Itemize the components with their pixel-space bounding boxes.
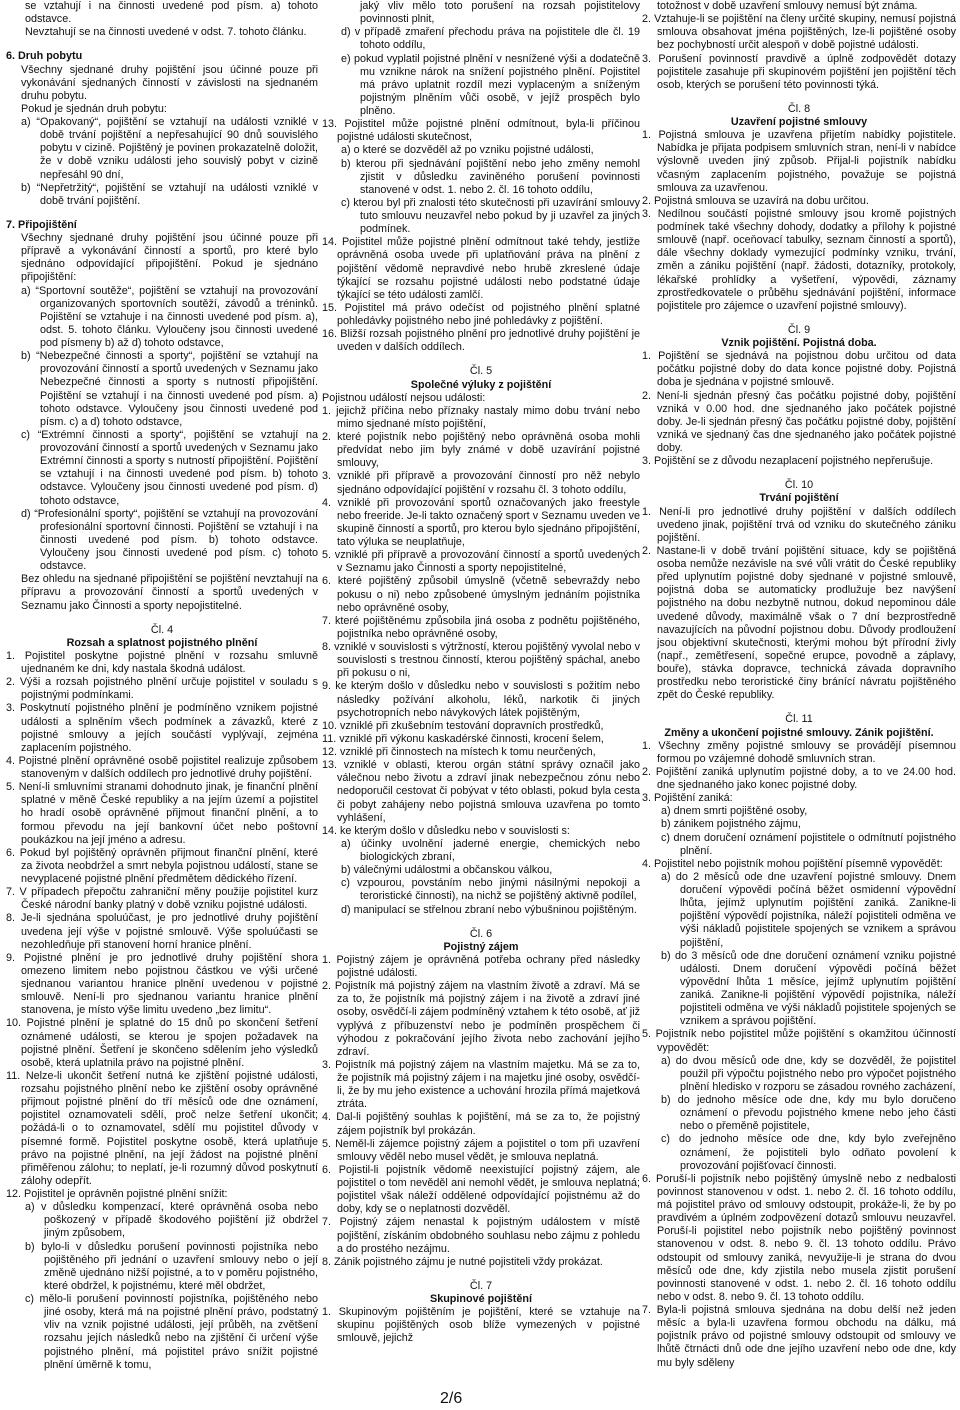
- paragraph: Všechny sjednané druhy pojištění jsou účinné pouze při přípravě a vykonávání činností a sportů, pro které bylo sjednáno odpovídající připojištění. Pokud je sjednáno připojištění:: [21, 232, 318, 284]
- list-item: 3. Poskytnutí pojistného plnění je podmíněno vznikem pojistné události a splněním všech podmínek a závazků, které z pojistné smlouvy a jejích součástí vyplývají, zejména zaplacením pojistného.: [6, 702, 318, 754]
- list-item: a) o které se dozvěděl až po vzniku pojistné události,: [341, 144, 594, 157]
- list-item: 1. Pojistná smlouva je uzavřena přijetím nabídky pojistitele. Nabídka je přijata podpisem smluvních stran, není-li v nabídce výslovně uveden jiný způsob. Přijal-li pojistník nabídku včasným zaplacením pojistného, považuje se pojistná smlouva za uzavřenou.: [642, 129, 956, 194]
- list-item: 7. které pojištěnému způsobila jiná osoba z podnětu pojištěného, pojistníka nebo oprávněné osoby,: [322, 614, 640, 640]
- list-item: 2. Není-li sjednán přesný čas počátku pojistné doby, pojištění vzniká v 0.00 hod. dne sjednaného jako počátek pojistné doby. Je-li sjednán přesný čas počátku pojistné doby, pojištění vzniká ve sjednaný čas dne sjednaného jako počátek pojistné doby.: [642, 389, 956, 454]
- list-item: c) dnem doručení oznámení pojistitele o odmítnutí pojistného plnění.: [661, 831, 956, 857]
- article-title: Uzavření pojistné smlouvy: [730, 116, 868, 128]
- list-item: b) “Nepřetržitý“, pojištění se vztahují na události vzniklé v době trvání pojištění.: [21, 181, 318, 207]
- article-number: Čl. 8: [787, 102, 811, 115]
- list-item: 8. Zánik pojistného zájmu je nutné pojistiteli vždy prokázat.: [322, 1255, 603, 1268]
- list-item: 3. Pojištění zaniká:: [642, 792, 733, 805]
- list-item: 6. Pokud byl pojištěný oprávněn přijmout finanční plnění, které za života neobdržel a smrt nebyla pojistnou událostí, stane se nevyplacené pojistné plnění předmětem dědického řízení.: [6, 846, 318, 885]
- list-item: 14. ke kterým došlo v důsledku nebo v souvislosti s:: [322, 824, 570, 837]
- list-item: a) do 2 měsíců ode dne uzavření pojistné smlouvy. Dnem doručení výpovědi počíná běžet osmidenní výpovědní lhůta, jejímž uplynutím pojištění zaniká. Zanikne-li pojištění výpovědí pojistníka, náleží pojistiteli odměna ve výši nákladů pojistitele spojených se vznikem a správou pojištění,: [661, 870, 956, 949]
- list-item: c) vzpourou, povstáním nebo jinými násilnými nepokoji a teroristické činnosti), na nichž se pojištěný aktivně podílel,: [341, 877, 640, 903]
- article-9-list: [642, 350, 956, 468]
- paragraph: Pojistnou událostí nejsou události:: [322, 391, 486, 404]
- list-item: 4. Pojistné plnění oprávněné osobě pojistitel realizuje způsobem stanoveným v dalších oddílech pro jednotlivé druhy pojištění.: [6, 754, 318, 780]
- paragraph: Bez ohledu na sjednané připojištění se pojištění nevztahují na přípravu a provozování činností a sportů uvedených v Seznamu jako Činnosti a sporty nepojistitelné.: [21, 573, 318, 612]
- text-line: jaký vliv mělo toto porušení na rozsah pojistitelovy povinnosti plnit,: [360, 0, 640, 26]
- article-title: Změny a ukončení pojistné smlouvy. Zánik pojištění.: [664, 726, 934, 739]
- article-number: Čl. 7: [469, 1279, 493, 1292]
- list-item: 16. Bližší rozsah pojistného plnění pro jednotlivé druhy pojištění je uveden v dalších oddílech.: [322, 328, 640, 354]
- list-item: 5. Neměl-li zájemce pojistný zájem a pojistitel o tom při uzavření smlouvy věděl nebo musel vědět, je smlouva neplatná.: [322, 1137, 640, 1163]
- list-item: d) “Profesionální sporty“, pojištění se vztahují na provozování profesionální sportovní činnosti. Pojištění se vztahují i na činnosti uvedené pod písm. b) tohoto odstavce. Vyloučeny jsou činnosti uvedené pod písm. c) tohoto odstavce.: [21, 507, 318, 573]
- list-item: b) bylo-li v důsledku porušení povinnosti pojistníka nebo pojištěného při jednání o uzavření smlouvy nebo o její změně ujednáno nižší pojistné, a to v poměru pojistného, které obdržel, k pojistnému, které měl obdržet,: [25, 1240, 318, 1292]
- list-item: d) v případě zmaření přechodu práva na pojistitele dle čl. 19 tohoto oddílu,: [341, 26, 640, 52]
- article-title: Trvání pojištění: [759, 492, 839, 505]
- list-item: 4. vzniklé při provozování sportů označovaných jako freestyle nebo freeride. Je-li takto označený sport v Seznamu uveden ve skupině činností a sportů, pro kterou bylo sjednáno připojištění, tato výluka se neuplatňuje,: [322, 496, 640, 548]
- text-line: Nevztahují se na činnosti uvedené v odst. 7. tohoto článku.: [25, 26, 307, 39]
- list-item: a) “Opakovaný“, pojištění se vztahují na události vzniklé v době trvání pojištění a nepřesahující 90 dnů souvislého pobytu v cizině. Pojištěný je povinen prokazatelně doložit, že v době vzniku události jeho souvislý pobyt v cizině nepřesáhl 90 dní,: [21, 116, 318, 181]
- article-number: Čl. 6: [469, 927, 493, 940]
- list-item: 7. V případech přepočtu zahraniční měny použije pojistitel kurz České národní banky platný v době vzniku pojistné události.: [6, 886, 318, 912]
- list-item: 7. Byla-li pojistná smlouva sjednána na dobu delší než jeden měsíc a byla-li uzavřena formou obchodu na dálku, má pojistník právo od pojistné smlouvy odstoupit od smlouvy ve lhůtě čtrnácti dnů ode dne jejího uzavření nebo ode dne, kdy mu byly sděleny: [642, 1304, 956, 1369]
- article-8-list: [642, 129, 956, 313]
- list-item: 1. Pojistitel poskytne pojistné plnění v rozsahu smluvně ujednaném ke dni, kdy nastala škodná událost.: [6, 649, 318, 675]
- list-item: 5. Není-li smluvními stranami dohodnuto jinak, je finanční plnění splatné v měně České republiky a na jejím území a pojistitel ho hradí osobě oprávněné přijmout finanční plnění, a to formou převodu na její bankovní účet nebo poštovní poukázkou na její jméno a adresu.: [6, 781, 318, 846]
- article-title: Společné výluky z pojištění: [410, 378, 552, 391]
- list-item: b) kterou při sjednávání pojištění nebo jeho změny nemohl zjistit v důsledku zaviněného porušení povinnosti stanovené v odst. 1. nebo 2. čl. 16 tohoto oddílu,: [341, 157, 640, 196]
- list-item: c) do jednoho měsíce ode dne, kdy bylo zveřejněno oznámení, že pojistiteli bylo odňato povolení k provozování pojišťovací činnosti.: [661, 1133, 956, 1172]
- paragraph: Všechny sjednané druhy pojištění jsou účinné pouze při vykonávání sjednaných činností v závislosti na sjednaném druhu pobytu.: [21, 63, 318, 102]
- paragraph: Pokud je sjednán druh pobytu:: [21, 102, 167, 115]
- list-item: 6. Poruší-li pojistník nebo pojištěný úmyslně nebo z nedbalosti povinnost stanovenou v odst. 1. nebo 2. čl. 16 tohoto oddílu, má pojistitel právo od smlouvy odstoupit, prokáže-li, že by po pravdivém a úplném zodpovězení dotazů smlouvu neuzavřel. Poruší-li pojistitel nebo pojistník nebo pojištěný povinnost stanovenou v odst. 8. nebo 9. čl. 13 tohoto oddílu. Právo odstoupit od smlouvy zaniká, nevyužije-li je strana do dvou měsíců ode dne, kdy zjistila nebo musela zjistit porušení povinnosti stanovené v odst. 1. nebo 2. čl. 16 tohoto oddílu nebo v odst. 8. nebo 9. čl. 13 tohoto oddílu.: [642, 1172, 956, 1303]
- list-item: a) “Sportovní soutěže“, pojištění se vztahují na provozování organizovaných sportovních soutěží, závodů a tréninků. Pojištění se vztahuje i na činnosti uvedené pod písm. a), odst. 5. tohoto článku. Vyloučeny jsou činnosti uvedené pod písmeny b) až d) tohoto odstavce,: [21, 284, 318, 349]
- list-item: 6. Pojistil-li pojistník vědomě neexistující pojistný zájem, ale pojistitel o tom nevěděl ani nemohl vědět, je smlouva neplatná; pojistitel však náleží oddělené odpovídající pojistnému až do doby, kdy se o neplatnosti dozvěděl.: [322, 1163, 640, 1216]
- list-item: 11. vzniklé při výkonu kaskadérské činnosti, krocení šelem,: [322, 732, 604, 745]
- list-item: 13. vzniklé v oblasti, kterou orgán státní správy označil jako válečnou nebo životu a zdraví jinak nebezpečnou zónu nebo nedoporučil cestovat či pobývat v této oblasti, pokud byla cesta či pobyt zahájeny nebo pojistná smlouva uzavřena po tomto vyhlášení,: [322, 759, 640, 824]
- list-item: 12. Pojistitel je oprávněn pojistné plnění snížit:: [6, 1188, 228, 1200]
- list-item: 1. Není-li pro jednotlivé druhy pojištění v dalších oddílech uvedeno jinak, pojištění trvá od vzniku do skutečného zániku pojištění.: [642, 505, 956, 544]
- article-11-list: [642, 740, 956, 806]
- list-item: c) “Extrémní činnosti a sporty“, pojištění se vztahují na provozování činností a sportů uvedených v Seznamu jako Extrémní činnosti a sporty s nutností připojištění. Pojištění se vztahují i na činnosti uvedené pod písm. b) tohoto odstavce. Vyloučeny jsou činnosti uvedené pod písm. d) tohoto odstavce,: [21, 428, 318, 507]
- article-4-list: [6, 650, 318, 1201]
- list-item: a) do dvou měsíců ode dne, kdy se dozvěděl, že pojistitel použil při výpočtu pojistného nebo pro výpočet pojistného plnění hledisko v rozporu se zásadou rovného zacházení,: [661, 1054, 956, 1093]
- list-item: b) “Nebezpečné činnosti a sporty“, pojištění se vztahují na provozování činností a sportů uvedených v Seznamu jako Nebezpečné činnosti a sporty s nutností připojištění. Pojištění se vztahují i na činnosti uvedené pod písm. a) tohoto odstavce. Vyloučeny jsou činnosti uvedené pod písm. c) a d) tohoto odstavce,: [21, 350, 318, 428]
- article-title: Rozsah a splatnost pojistného plnění: [66, 636, 258, 649]
- list-item: 1. Pojistný zájem je oprávněná potřeba ochrany před následky pojistné události.: [322, 953, 640, 979]
- list-item: 2. Výši a rozsah pojistného plnění určuje pojistitel v souladu s pojistnými podmínkami.: [6, 676, 318, 702]
- list-item: 1. Pojištění se sjednává na pojistnou dobu určitou od data počátku pojistné doby do data konce pojistné doby. Pojistná doba je sjednána v pojistné smlouvě.: [642, 350, 956, 389]
- list-item: 3. Nedílnou součástí pojistné smlouvy jsou kromě pojistných podmínek také všechny dohody, dodatky a přílohy k pojistné smlouvě (např. oceňovací tabulky, seznam činností a sportů), dále všechny doklady vymezující podmínky vzniku, trvání, změn a zániku pojištění (např. žádosti, dotazníky, protokoly, lékařské prohlídky a vyšetření, výpovědi, záznamy zprostředkovatele o průběhu sjednávání pojištění, informace pojistitele pro zájemce o uzavření pojistné smlouvy).: [642, 207, 956, 312]
- list-item: 7. Pojistný zájem nenastal k pojistným událostem v místě pojištění, získáním obdobného souhlasu nebo zájmu z pohledu a do prostého nezájmu.: [322, 1216, 640, 1255]
- article-number: Čl. 5: [469, 365, 493, 378]
- list-item: 8. Je-li sjednána spoluúčast, je pro jednotlivé druhy pojištění uvedena její výše v pojistné smlouvě. Výše spoluúčasti se nezohledňuje při stanovení horní hranice plnění.: [6, 912, 318, 951]
- text-line: se vztahují i na činnosti uvedené pod písm. a) tohoto odstavce.: [25, 0, 318, 26]
- list-item: 5. Pojistník nebo pojistitel může pojištění s okamžitou účinností vypovědět:: [642, 1028, 956, 1054]
- section-heading: 7. Připojištění: [6, 218, 77, 231]
- list-item: 1. jejichž příčina nebo příznaky nastaly mimo dobu trvání nebo mimo sjednané místo pojištění,: [322, 404, 640, 430]
- article-number: Čl. 11: [785, 713, 813, 726]
- list-item: e) pokud vyplatil pojistné plnění v nesnížené výši a dodatečně mu vznikne nárok na snížení pojistného plnění. Pojistitel má právo uplatnit rozdíl mezi vyplaceným a sníženým pojistným plněním vůči osobě, v jejíž prospěch bylo plněno.: [341, 52, 640, 117]
- list-item: 9. Pojistné plnění je pro jednotlivé druhy pojištění shora omezeno limitem nebo pojistnou částkou ve výši určené sjednanou variantou hranice plnění uvedenou v pojistné smlouvě. Není-li pro sjednanou variantu hranice plnění stanovena, je místo výše limitu uvedeno „bez limitu“.: [6, 951, 318, 1017]
- list-item: 2. Vztahuje-li se pojištění na členy určité skupiny, nemusí pojistná smlouva obsahovat jména pojištěných, lze-li pojištěné osoby bez pochybností určit alespoň v době pojistné události.: [642, 13, 956, 52]
- list-item: 13. Pojistitel může pojistné plnění odmítnout, byla-li příčinou pojistné události skutečnost,: [322, 118, 640, 144]
- article-number: Čl. 9: [787, 323, 811, 336]
- list-item: 8. vzniklé v souvislosti s výtržností, kterou pojištěný vyvolal nebo v souvislosti s trestnou činností, kterou pojištěný spáchal, anebo při pokusu o ni,: [322, 641, 640, 680]
- list-item: 2. Pojištění zaniká uplynutím pojistné doby, a to ve 24.00 hod. dne sjednaného jako konec pojistné doby.: [642, 765, 956, 791]
- list-item: b) do jednoho měsíce ode dne, kdy mu bylo doručeno oznámení o převodu pojistného kmene nebo jeho části nebo o přeměně pojistitele,: [661, 1094, 956, 1133]
- list-item: 2. Pojistník má pojistný zájem na vlastním životě a zdraví. Má se za to, že pojistník má pojistný zájem i na životě a zdraví jiné osoby, osvědčí-li zájem podmíněný vztahem k této osobě, ať již vyplývá z příbuzenství nebo je podmíněn prospěchem či výhodou z pokračování jejího života nebo zachování jejího zdraví.: [322, 980, 640, 1058]
- column-2: [322, 0, 640, 1346]
- list-item: 1. Skupinovým pojištěním je pojištění, které se vztahuje na skupinu pojištěných osob blíže vymezených v pojistné smlouvě, jejichž: [322, 1306, 640, 1345]
- article-title: Skupinové pojištění: [430, 1293, 532, 1305]
- article-title: Pojistný zájem: [443, 940, 519, 953]
- article-title: Vznik pojištění. Pojistná doba.: [721, 337, 877, 349]
- list-item: c) kterou byl při znalosti této skutečnosti při uzavírání smlouvy tuto smlouvu neuzavřel nebo pokud by ji uzavřel za jiných podmínek.: [341, 196, 640, 236]
- list-item: 4. Pojistitel nebo pojistník mohou pojištění písemně vypovědět:: [642, 857, 943, 870]
- list-item: 11. Nelze-li ukončit šetření nutná ke zjištění pojistné události, rozsahu pojistného plnění nebo ke zjištění osoby oprávněné přijmout pojistné plnění do tří měsíců ode dne oznámení, pojistitel oznamovateli sdělí, proč nelze šetření ukončit; požádá-li o to oznamovatel, sdělí mu pojistitel důvody v písemné formě. Pojistitel poskytne osobě, která uplatňuje právo na pojistné plnění, na její žádost na pojistné plnění přiměřenou zálohu; to neplatí, je-li rozumný důvod poskytnutí zálohy odepřít.: [6, 1069, 318, 1187]
- list-item: a) účinky uvolnění jaderné energie, chemických nebo biologických zbraní,: [341, 837, 640, 863]
- list-item: 3. Pojistník má pojistný zájem na vlastním majetku. Má se za to, že pojistník má pojistný zájem i na majetku jiné osoby, osvědčí-li, že by mu jeho existence a uchování hrozila přímá majetková ztráta.: [322, 1058, 640, 1111]
- list-item: 2. Nastane-li v době trvání pojištění situace, kdy se pojištěná osoba nemůže nezávisle na své vůli vrátit do České republiky před uplynutím pojistné doby sjednané v pojistné smlouvě, pojistná doba se automaticky prodlužuje bez navýšení pojistného na dobu nezbytně nutnou, dokud nepominou dále uvedené důvody, maximálně však o 7 dní bezprostředně navazujících na původní pojistnou dobu. Důvody prodloužení jsou objektivní skutečnosti, kterými mohou být přírodní živly (např., zemětřesení, sopečné erupce, povodně a záplavy, bouře), stávka dopravce, technická závada dopravního prostředku nebo teroristické činy bránící návratu pojištěného zpět do České republiky.: [642, 544, 956, 702]
- column-1: [6, 0, 318, 1372]
- list-item: 9. ke kterým došlo v důsledku nebo v souvislosti s požitím nebo následky požívání alkoholu, léků, narkotik či jiných psychotropních nebo návykových látek pojištěným,: [322, 680, 640, 719]
- list-item: 3. Porušení povinností pravdivě a úplně zodpovědět dotazy pojistitele zasahuje při skupinovém pojištění jen pojištění těch osob, kterých se porušení této povinnosti týká.: [642, 52, 956, 91]
- list-item: 14. Pojistitel může pojistné plnění odmítnout také tehdy, jestliže oprávněná osoba uvede při uplatňování práva na plnění z pojištění vědomě nepravdivé nebo hrubě zkreslené údaje týkající se rozsahu pojistné události nebo podstatné údaje týkající se této události zamlčí.: [322, 236, 640, 301]
- article-7-list: [322, 1306, 640, 1345]
- article-number: Čl. 4: [150, 623, 174, 636]
- text-line: totožnost v době uzavření smlouvy nemusí být známa.: [657, 0, 918, 12]
- list-item: 12. vzniklé při činnostech na místech k tomu neurčených,: [322, 746, 596, 758]
- list-item: 1. Všechny změny pojistné smlouvy se provádějí písemnou formou po vzájemné dohodě smluvních stran.: [642, 739, 956, 765]
- list-item: b) válečnými událostmi a občanskou válkou,: [341, 864, 553, 877]
- article-6-list: [322, 954, 640, 1269]
- column-3: [642, 0, 956, 1370]
- list-item: 5. vzniklé při přípravě a provozování činností a sportů uvedených v Seznamu jako Činnosti a sporty nepojistitelné,: [322, 549, 640, 575]
- list-item: d) manipulací se střelnou zbraní nebo výbušninou pojištěným.: [341, 903, 637, 916]
- list-item: 6. které pojištěný způsobil úmyslně (včetně sebevraždy nebo pokusu o ni) nebo způsobené úmyslným jednáním pojistníka nebo oprávněné osoby,: [322, 575, 640, 614]
- list-item: 10. vzniklé při zkušebním testování dopravních prostředků,: [322, 719, 604, 732]
- list-item: 2. které pojistník nebo pojištěný nebo oprávněná osoba mohli předvídat nebo jim byly známé v době uzavírání pojistné smlouvy,: [322, 431, 640, 470]
- list-item: 3. vzniklé při přípravě a provozování činností pro něž nebylo sjednáno odpovídající pojištění v rozsahu čl. 3 tohoto oddílu,: [322, 470, 640, 496]
- page-number: 2/6: [440, 1390, 463, 1407]
- list-item: a) v důsledku kompenzací, které oprávněná osoba nebo poškozený v případě škodového pojištění již obdržel jiným způsobem,: [25, 1201, 318, 1240]
- list-item: 3. Pojištění se z důvodu nezaplacení pojistného nepřerušuje.: [642, 455, 934, 468]
- list-item: 10. Pojistné plnění je splatné do 15 dnů po skončení šetření oznámené události, se kterou je spojen požadavek na pojistné plnění. Šetření je skončeno sdělením jeho výsledků osobě, která uplatnila právo na pojistné plnění.: [6, 1017, 318, 1069]
- list-item: c) mělo-li porušení povinností pojistníka, pojištěného nebo jiné osoby, která má na pojistné plnění právo, podstatný vliv na vznik pojistné události, její průběh, na zvětšení rozsahu jejích následků nebo na zjištění či určení výše pojistného plnění, má pojistitel právo snížit pojistné plnění úměrně k tomu,: [25, 1293, 318, 1371]
- article-5-list: [322, 405, 640, 838]
- list-item: b) zánikem pojistného zájmu,: [661, 818, 801, 831]
- article-number: Čl. 10: [784, 479, 814, 492]
- section-heading: 6. Druh pobytu: [6, 50, 83, 63]
- list-item: b) do 3 měsíců ode dne doručení oznámení vzniku pojistné události. Dnem doručení výpovědi počíná běžet výpovědní lhůta 1 měsíce, jejímž uplynutím pojištění zaniká. Zanikne-li pojištění výpovědí pojistníka, náleží pojistiteli odměna ve výši nákladů pojistitele spojených se vznikem a správou pojištění.: [661, 949, 956, 1028]
- article-10-list: [642, 506, 956, 703]
- list-item: 2. Pojistná smlouva se uzavírá na dobu určitou.: [642, 194, 869, 207]
- list-item: a) dnem smrti pojištěné osoby,: [661, 805, 808, 818]
- list-item: 15. Pojistitel má právo odečíst od pojistného plnění splatné pohledávky pojistného nebo jiné pohledávky z pojištění.: [322, 301, 640, 327]
- list-item: 4. Dal-li pojištěný souhlas k pojištění, má se za to, že pojistný zájem pojistník byl prokázán.: [322, 1111, 640, 1137]
